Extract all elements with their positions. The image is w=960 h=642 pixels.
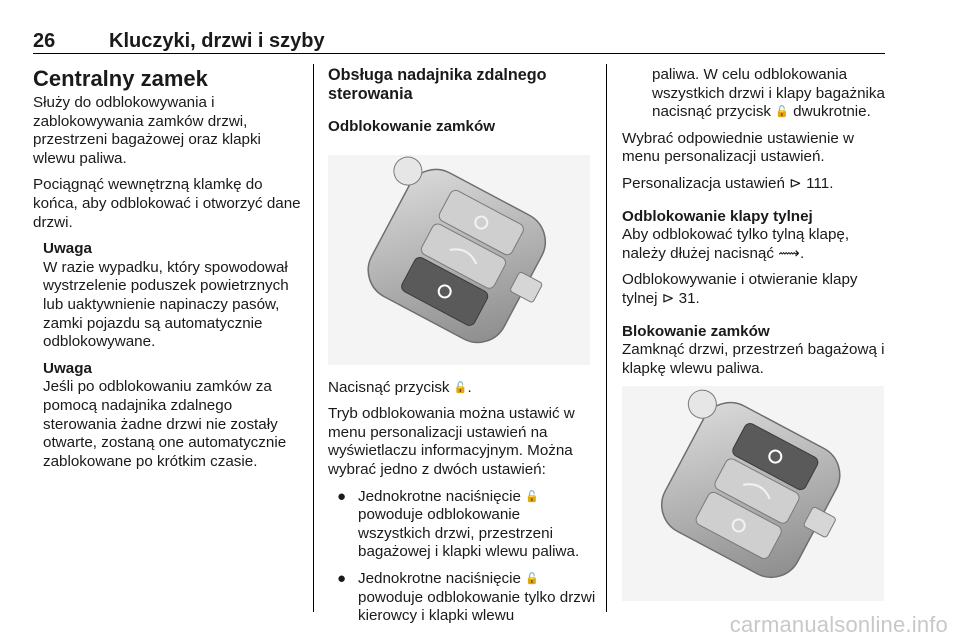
text-run: Aby odblokować tylko tylną klapę, należy dłużej nacisnąć bbox=[622, 226, 850, 262]
text-run: Jednokrotne naciśnięcie bbox=[358, 569, 526, 587]
text-run: Nacisnąć przycisk bbox=[328, 378, 454, 396]
header-rule bbox=[33, 53, 885, 54]
key-fob-image bbox=[328, 155, 590, 365]
column-divider-2 bbox=[606, 64, 607, 612]
page-header bbox=[33, 30, 885, 52]
text-run: powoduje odblokowanie wszystkich drzwi, przestrzeni bagażowej i klapki wlewu paliwa. bbox=[358, 506, 580, 561]
reference-arrow-icon: ⊳ bbox=[661, 289, 675, 307]
text-run: 111. bbox=[801, 174, 834, 192]
paragraph bbox=[622, 226, 886, 263]
unlock-icon: 🔓 bbox=[525, 490, 539, 503]
text-run: . bbox=[467, 378, 472, 396]
note bbox=[33, 240, 305, 352]
column-3 bbox=[622, 66, 886, 601]
page-number: 26 bbox=[33, 30, 56, 52]
text-run: Jednokrotne naciśnięcie bbox=[358, 487, 526, 505]
watermark: carmanualsonline.info bbox=[729, 612, 948, 637]
text-run: Personalizacja ustawień bbox=[622, 174, 790, 192]
key-fob-image-2 bbox=[622, 386, 884, 601]
subheading: Blokowanie zamków bbox=[622, 322, 770, 340]
text-run: 31. bbox=[674, 289, 700, 307]
bullet-list bbox=[328, 488, 596, 626]
column-2 bbox=[328, 66, 596, 634]
text-run: paliwa. W celu odblokowania wszystkich drzwi i klapy bagażnika nacisnąć przycisk bbox=[652, 66, 885, 121]
paragraph bbox=[622, 271, 886, 308]
paragraph bbox=[622, 175, 886, 194]
column-1 bbox=[33, 66, 305, 479]
bullet-icon: ● bbox=[337, 569, 347, 587]
subheading: Odblokowanie klapy tylnej bbox=[622, 207, 813, 225]
section-heading: Centralny zamek bbox=[33, 66, 208, 91]
paragraph: Tryb odblokowania można ustawić w menu personalizacji ustawień na wyświetlaczu informacyjnym. Można wybrać jedno z dwóch ustawień: bbox=[328, 405, 575, 478]
text-run: . bbox=[799, 244, 805, 262]
page-title: Kluczyki, drzwi i szyby bbox=[109, 30, 325, 52]
trunk-icon: ⟿ bbox=[778, 244, 800, 262]
key-fob-illustration bbox=[328, 155, 590, 365]
note-text: Jeśli po odblokowaniu zamków za pomocą nadajnika zdalnego sterowania żadne drzwi nie zostały otwarte, zostaną one automatycznie zablokowane po krótkim czasie. bbox=[43, 378, 287, 470]
reference-arrow-icon: ⊳ bbox=[789, 174, 802, 192]
note-label: Uwaga bbox=[43, 359, 92, 377]
section-heading: Obsługa nadajnika zdalnego sterowania bbox=[328, 66, 547, 103]
key-fob-illustration-2 bbox=[622, 386, 884, 601]
bullet-icon: ● bbox=[337, 487, 347, 505]
text-run: powoduje odblokowanie tylko drzwi kierowcy i klapki wlewu bbox=[358, 588, 596, 625]
unlock-icon: 🔓 bbox=[453, 381, 468, 394]
list-item bbox=[328, 570, 596, 626]
unlock-icon: 🔓 bbox=[775, 106, 789, 119]
subheading: Odblokowanie zamków bbox=[328, 118, 496, 135]
note bbox=[33, 360, 305, 472]
paragraph: Służy do odblokowywania i zablokowywania zamków drzwi, przestrzeni bagażowej oraz klapki wlewu paliwa. bbox=[33, 94, 261, 167]
text-run: Odblokowywanie i otwieranie klapy tylnej bbox=[622, 271, 858, 307]
paragraph: Pociągnąć wewnętrzną klamkę do końca, aby odblokować i otworzyć dane drzwi. bbox=[33, 176, 301, 231]
paragraph: Wybrać odpowiednie ustawienie w menu personalizacji ustawień. bbox=[622, 129, 855, 166]
paragraph bbox=[328, 379, 596, 398]
column-divider-1 bbox=[313, 64, 314, 612]
note-text: W razie wypadku, który spowodował wystrzelenie poduszek powietrznych lub uaktywnienie napinaczy pasów, zamki pojazdu są automatycznie odblokowywane. bbox=[43, 258, 289, 351]
unlock-icon: 🔓 bbox=[525, 572, 539, 585]
paragraph-continuation bbox=[622, 66, 886, 122]
paragraph: Zamknąć drzwi, przestrzeń bagażową i klapkę wlewu paliwa. bbox=[622, 341, 885, 377]
list-item bbox=[328, 488, 596, 562]
text-run: dwukrotnie. bbox=[788, 103, 871, 121]
note-label: Uwaga bbox=[43, 240, 92, 258]
